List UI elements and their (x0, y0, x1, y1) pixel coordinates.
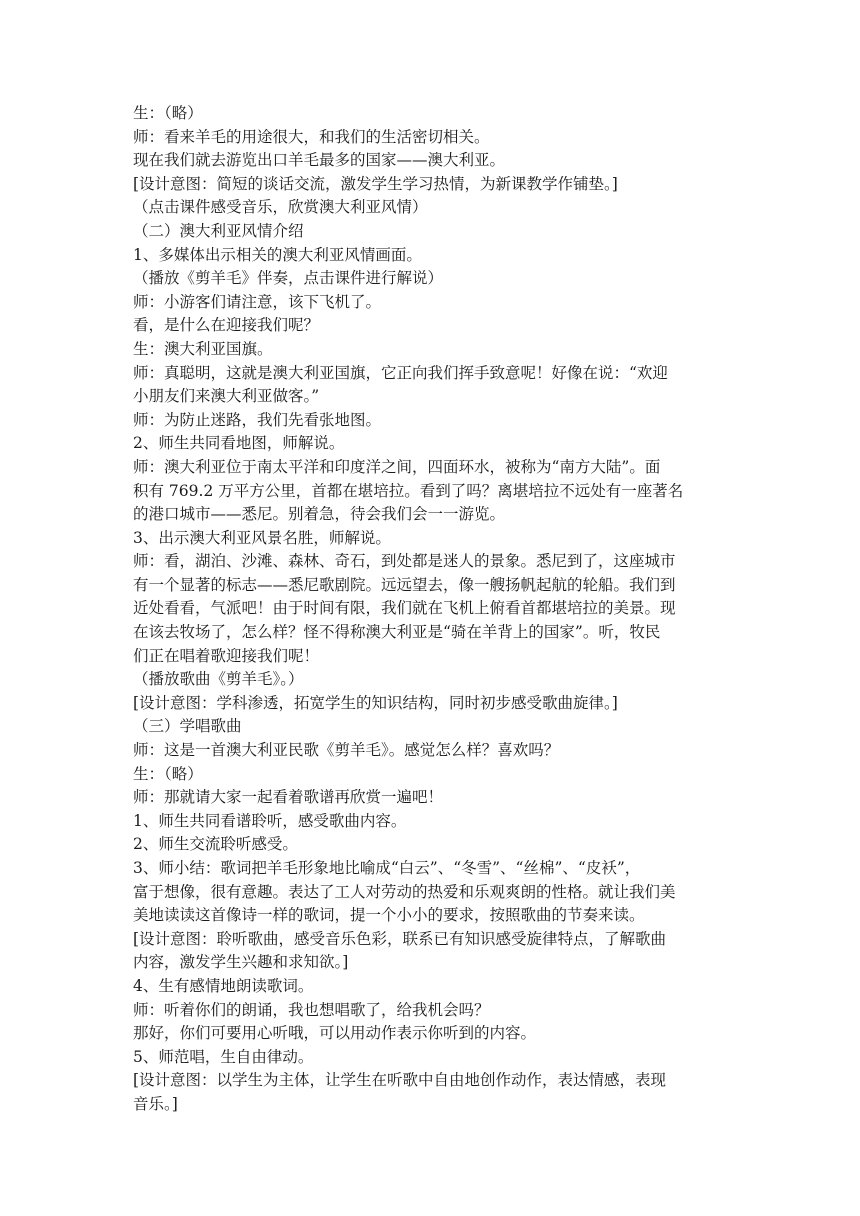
section-heading: （二）澳大利亚风情介绍 (133, 221, 304, 240)
text-line: 师：看来羊毛的用途很大，和我们的生活密切相关。 (133, 127, 490, 146)
design-intent-note: [设计意图：聆听歌曲，感受音乐色彩，联系已有知识感受旋律特点，了解歌曲 (133, 929, 667, 948)
text-line: 生：（略） (133, 104, 203, 122)
text-line: 们正在唱着歌迎接我们呢！ (133, 646, 320, 665)
text-line: 在该去牧场了，怎么样？怪不得称澳大利亚是“骑在羊背上的国家”。听，牧民 (133, 623, 661, 642)
text-line: 看，是什么在迎接我们呢？ (133, 316, 320, 335)
design-intent-note: [设计意图：简短的谈话交流，激发学生学习热情，为新课教学作铺垫。] (133, 174, 618, 193)
text-line: 师：那就请大家一起看着歌谱再欣赏一遍吧！ (133, 788, 444, 807)
text-line: 师：听着你们的朗诵，我也想唱歌了，给我机会吗？ (133, 1000, 490, 1019)
text-line: 5、师范唱，生自由律动。 (133, 1047, 314, 1066)
text-line: 2、师生共同看地图，师解说。 (133, 434, 345, 453)
text-line: 生：（略） (133, 764, 203, 783)
text-line: 近处看看，气派吧！由于时间有限，我们就在飞机上俯看首都堪培拉的美景。现 (133, 599, 676, 618)
text-line: 师：澳大利亚位于南太平洋和印度洋之间，四面环水，被称为“南方大陆”。面 (133, 457, 661, 476)
document-page (133, 102, 735, 1117)
design-intent-note: [设计意图：以学生为主体，让学生在听歌中自由地创作动作，表达情感，表现 (133, 1071, 667, 1090)
text-line: 4、生有感情地朗读歌词。 (133, 976, 314, 995)
text-line: 美地读读这首像诗一样的歌词，提一个小小的要求，按照歌曲的节奏来读。 (133, 906, 645, 925)
text-line: 生：澳大利亚国旗。 (133, 339, 273, 358)
design-intent-note: 内容，激发学生兴趣和求知欲。] (133, 953, 349, 972)
text-line: 现在我们就去游览出口羊毛最多的国家——澳大利亚。 (133, 151, 506, 170)
text-line: 师：这是一首澳大利亚民歌《剪羊毛》。感觉怎么样？喜欢吗？ (133, 741, 560, 760)
text-line: 积有 769.2 万平方公里，首都在堪培拉。看到了吗？离堪培拉不远处有一座著名 (133, 481, 684, 500)
section-heading: （三）学唱歌曲 (133, 717, 242, 736)
text-line: 师：真聪明，这就是澳大利亚国旗，它正向我们挥手致意呢！好像在说：“欢迎 (133, 363, 668, 382)
text-line: 小朋友们来澳大利亚做客。” (133, 387, 320, 406)
text-line: （播放歌曲《剪羊毛》。） (133, 670, 304, 689)
design-intent-note: 音乐。] (133, 1094, 178, 1113)
text-line: 富于想像，很有意趣。表达了工人对劳动的热爱和乐观爽朗的性格。就让我们美 (133, 882, 676, 901)
text-line: 师：看，湖泊、沙滩、森林、奇石，到处都是迷人的景象。悉尼到了，这座城市 (133, 552, 676, 571)
text-line: 有一个显著的标志——悉尼歌剧院。远远望去，像一艘扬帆起航的轮船。我们到 (133, 575, 676, 594)
text-line: （点击课件感受音乐，欣赏澳大利亚风情） (133, 198, 428, 217)
design-intent-note: [设计意图：学科渗透，拓宽学生的知识结构，同时初步感受歌曲旋律。] (133, 693, 618, 712)
text-line: 的港口城市——悉尼。别着急，待会我们会一一游览。 (133, 505, 506, 524)
text-line: 那好，你们可要用心听哦，可以用动作表示你听到的内容。 (133, 1024, 537, 1043)
text-line: 3、师小结：歌词把羊毛形象地比喻成“白云”、“冬雪”、“丝棉”、“皮袄”， (133, 859, 641, 877)
text-line: 师：为防止迷路，我们先看张地图。 (133, 410, 382, 429)
text-line: 3、出示澳大利亚风景名胜，师解说。 (133, 528, 391, 547)
text-line: 1、多媒体出示相关的澳大利亚风情画面。 (133, 245, 422, 264)
text-line: 2、师生交流聆听感受。 (133, 835, 298, 854)
text-line: （播放《剪羊毛》伴奏，点击课件进行解说） (133, 269, 444, 288)
text-line: 师：小游客们请注意，该下飞机了。 (133, 292, 382, 311)
text-line: 1、师生共同看谱聆听，感受歌曲内容。 (133, 811, 407, 830)
